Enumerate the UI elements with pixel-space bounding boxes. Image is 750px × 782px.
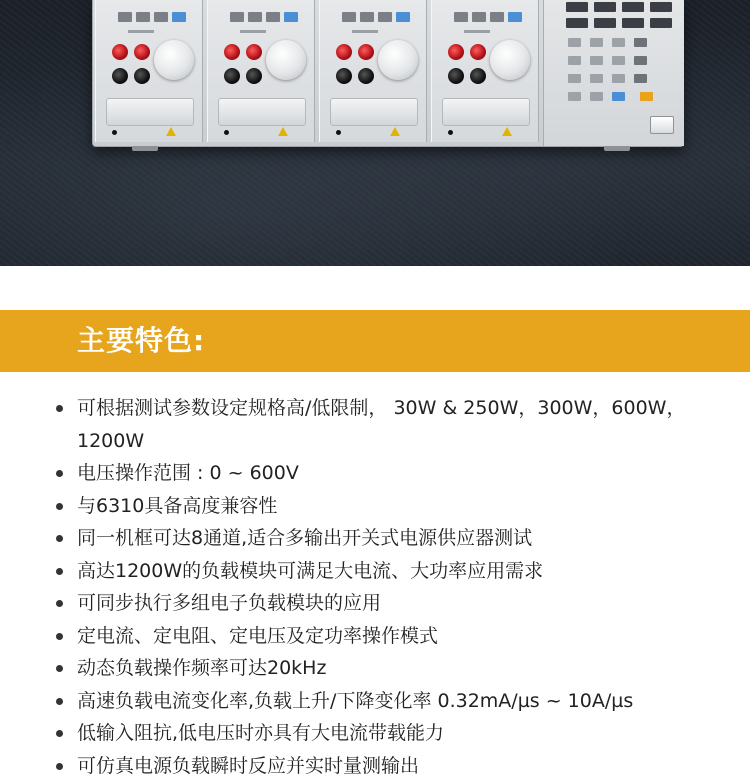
list-item bbox=[0, 457, 750, 490]
list-item bbox=[0, 587, 750, 620]
electronic-load-chassis bbox=[92, 0, 684, 147]
list-item bbox=[0, 490, 750, 523]
bullet-icon bbox=[56, 698, 63, 705]
black-terminal-icon bbox=[112, 68, 128, 84]
black-terminal-icon bbox=[358, 68, 374, 84]
load-module bbox=[95, 0, 203, 142]
feature-text: 低输入阻抗,低电压时亦具有大电流带载能力 bbox=[77, 722, 444, 744]
bullet-icon bbox=[56, 470, 63, 477]
black-terminal-icon bbox=[470, 68, 486, 84]
bullet-icon bbox=[56, 763, 63, 770]
list-item bbox=[0, 392, 750, 457]
red-terminal-icon bbox=[336, 44, 352, 60]
warning-icon bbox=[278, 127, 288, 136]
module-handle bbox=[442, 98, 530, 126]
feature-text: 与6310具备高度兼容性 bbox=[77, 495, 277, 517]
feature-text: 定电流、定电阻、定电压及定功率操作模式 bbox=[77, 625, 438, 647]
list-item bbox=[0, 620, 750, 653]
load-module bbox=[207, 0, 315, 142]
bullet-icon bbox=[56, 568, 63, 575]
black-terminal-icon bbox=[336, 68, 352, 84]
black-terminal-icon bbox=[224, 68, 240, 84]
mainframe-keypad-panel bbox=[543, 0, 684, 146]
rotary-knob bbox=[266, 40, 306, 80]
module-handle bbox=[330, 98, 418, 126]
black-terminal-icon bbox=[246, 68, 262, 84]
bullet-icon bbox=[56, 730, 63, 737]
feature-text: 高达1200W的负载模块可满足大电流、大功率应用需求 bbox=[77, 560, 543, 582]
red-terminal-icon bbox=[224, 44, 240, 60]
feature-text: 可仿真电源负载瞬时反应并实时量测输出 bbox=[77, 755, 419, 777]
list-item bbox=[0, 555, 750, 588]
feature-text: 同一机框可达8通道,适合多输出开关式电源供应器测试 bbox=[77, 527, 532, 549]
red-terminal-icon bbox=[246, 44, 262, 60]
feature-list bbox=[0, 392, 750, 782]
black-terminal-icon bbox=[134, 68, 150, 84]
red-terminal-icon bbox=[112, 44, 128, 60]
load-module bbox=[319, 0, 427, 142]
feature-text: 电压操作范围 : 0 ~ 600V bbox=[77, 462, 299, 484]
list-item bbox=[0, 750, 750, 782]
red-terminal-icon bbox=[448, 44, 464, 60]
red-terminal-icon bbox=[470, 44, 486, 60]
rotary-knob bbox=[490, 40, 530, 80]
module-handle bbox=[218, 98, 306, 126]
warning-icon bbox=[390, 127, 400, 136]
list-item bbox=[0, 717, 750, 750]
features-banner bbox=[0, 310, 750, 372]
feature-text: 可同步执行多组电子负载模块的应用 bbox=[77, 592, 381, 614]
list-item bbox=[0, 652, 750, 685]
power-switch bbox=[650, 116, 674, 134]
feature-text: 动态负载操作频率可达20kHz bbox=[77, 657, 326, 679]
section-title: 主要特色: bbox=[77, 321, 205, 361]
product-photo bbox=[0, 0, 750, 266]
feature-text: 可根据测试参数设定规格高/低限制， 30W & 250W，300W，600W，1200W bbox=[77, 397, 685, 452]
bullet-icon bbox=[56, 665, 63, 672]
bullet-icon bbox=[56, 535, 63, 542]
bullet-icon bbox=[56, 405, 63, 412]
red-terminal-icon bbox=[358, 44, 374, 60]
module-handle bbox=[106, 98, 194, 126]
black-terminal-icon bbox=[448, 68, 464, 84]
red-terminal-icon bbox=[134, 44, 150, 60]
rotary-knob bbox=[154, 40, 194, 80]
warning-icon bbox=[502, 127, 512, 136]
bullet-icon bbox=[56, 633, 63, 640]
load-module bbox=[431, 0, 539, 142]
list-item bbox=[0, 522, 750, 555]
feature-text: 高速负载电流变化率,负载上升/下降变化率 0.32mA/µs ~ 10A/µs bbox=[77, 690, 633, 712]
bullet-icon bbox=[56, 503, 63, 510]
list-item bbox=[0, 685, 750, 718]
rotary-knob bbox=[378, 40, 418, 80]
bullet-icon bbox=[56, 600, 63, 607]
warning-icon bbox=[166, 127, 176, 136]
